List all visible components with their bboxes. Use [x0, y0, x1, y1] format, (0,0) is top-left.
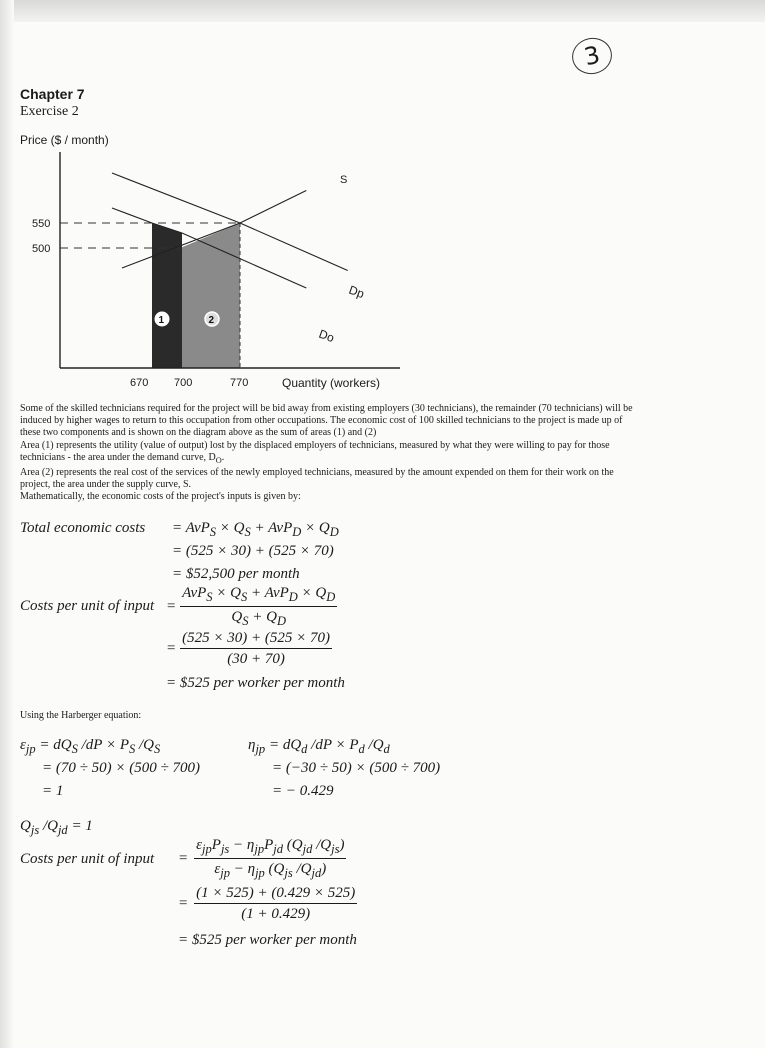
paragraph-3: Area (2) represents the real cost of the services of the newly employed technicians, measured by the amount expended on them for their work on the project, the area under the supply curve, S. [20, 467, 614, 491]
cost-per-unit-formula: = $\frac{AvP_S \times Q_S + AvP_D \times Q_D}{Q_S + Q_D}$ [166, 585, 336, 628]
cost-per-unit-step: = $\frac{(525 \times 30) + (525 \times 70)}{(30 + 70)}$ [166, 630, 330, 667]
paragraph-4: Mathematically, the economic costs of the project's inputs is given by: [20, 491, 301, 503]
y-tick-550: 550 [32, 218, 51, 230]
x-tick-770: 770 [230, 377, 249, 389]
paragraph-1: Some of the skilled technicians required for the project will be bid away from existing employers (30 technicians), the remainder (70 technicians) will be induced by higher wages to return to this occupation from other occupations. The economic cost of 100 skilled technicians to the project is made up of these two components and is shown on the diagram above as the sum of areas (1) and (2) [20, 403, 633, 439]
supply-elasticity-formula: $\varepsilon_{jp} = dQ_S$ $/dP \times P_S$ $/Q_S$ [20, 737, 161, 756]
supply-demand-chart [0, 140, 420, 390]
harberger-step: = $\frac{(1 \times 525) + (0.429 \times 525)}{(1 + 0.429)}$ [178, 885, 356, 922]
total-cost-formula: = $AvP_S \times Q_S + AvP_D \times Q_D$ [172, 520, 339, 539]
scan-edge-top [0, 0, 765, 22]
quantity-ratio-value: = 1 [71, 818, 93, 834]
harberger-heading: Using the Harberger equation: [20, 710, 142, 721]
y-tick-500: 500 [32, 243, 51, 255]
demand-elasticity-step: = (−30 ÷ 50) × (500 ÷ 700) [272, 760, 441, 776]
supply-elasticity-result: = 1 [42, 783, 64, 799]
area-2-label: 2 [208, 315, 215, 326]
total-cost-label: Total economic costs [20, 520, 146, 536]
demand-elasticity-result: = − 0.429 [272, 783, 334, 799]
demand-subscript: O [215, 455, 222, 465]
cost-per-unit-result: = $525 per worker per month [166, 675, 345, 691]
supply-elasticity-step: = (70 ÷ 50) × (500 ÷ 700) [42, 760, 200, 776]
total-cost-step: = (525 × 30) + (525 × 70) [172, 543, 334, 559]
paragraph-2: Area (1) represents the utility (value of output) lost by the displaced employers of technicians, measured by what they were willing to pay for those technicians - the area under the demand curve, $D_O$. [20, 439, 610, 465]
chapter-heading: Chapter 7 [20, 86, 85, 102]
demand-elasticity-formula: $\eta_{jp} = dQ_d$ $/dP \times P_d$ $/Q_d$ [248, 737, 390, 756]
page-number: 3 [569, 34, 616, 78]
x-tick-670: 670 [130, 377, 149, 389]
exercise-heading: Exercise 2 [20, 104, 79, 119]
harberger-formula: = $\frac{\varepsilon_{jp}P_{js} - \eta_{jp}P_{jd} (Q_{jd} /Q_{js})}{\varepsilon_{jp} - \eta_{jp} (Q_{js} /Q_{jd})}$ [178, 837, 345, 880]
x-axis-label: Quantity (workers) [282, 376, 381, 390]
x-tick-700: 700 [174, 377, 193, 389]
area-1 [152, 223, 182, 368]
curve-label-do: Do [316, 326, 337, 346]
curve-label-s: S [340, 174, 348, 186]
harberger-label: Costs per unit of input [20, 851, 155, 867]
y-axis-label: Price ($ / month) [20, 133, 109, 147]
cost-per-unit-label: Costs per unit of input [20, 598, 155, 614]
total-cost-result: = $52,500 per month [172, 566, 300, 582]
harberger-result: = $525 per worker per month [178, 932, 357, 948]
explanation-paragraph [20, 403, 635, 504]
curve-label-dp: Dp [346, 282, 367, 302]
area-2 [182, 223, 240, 368]
area-1-label: 1 [158, 315, 165, 326]
